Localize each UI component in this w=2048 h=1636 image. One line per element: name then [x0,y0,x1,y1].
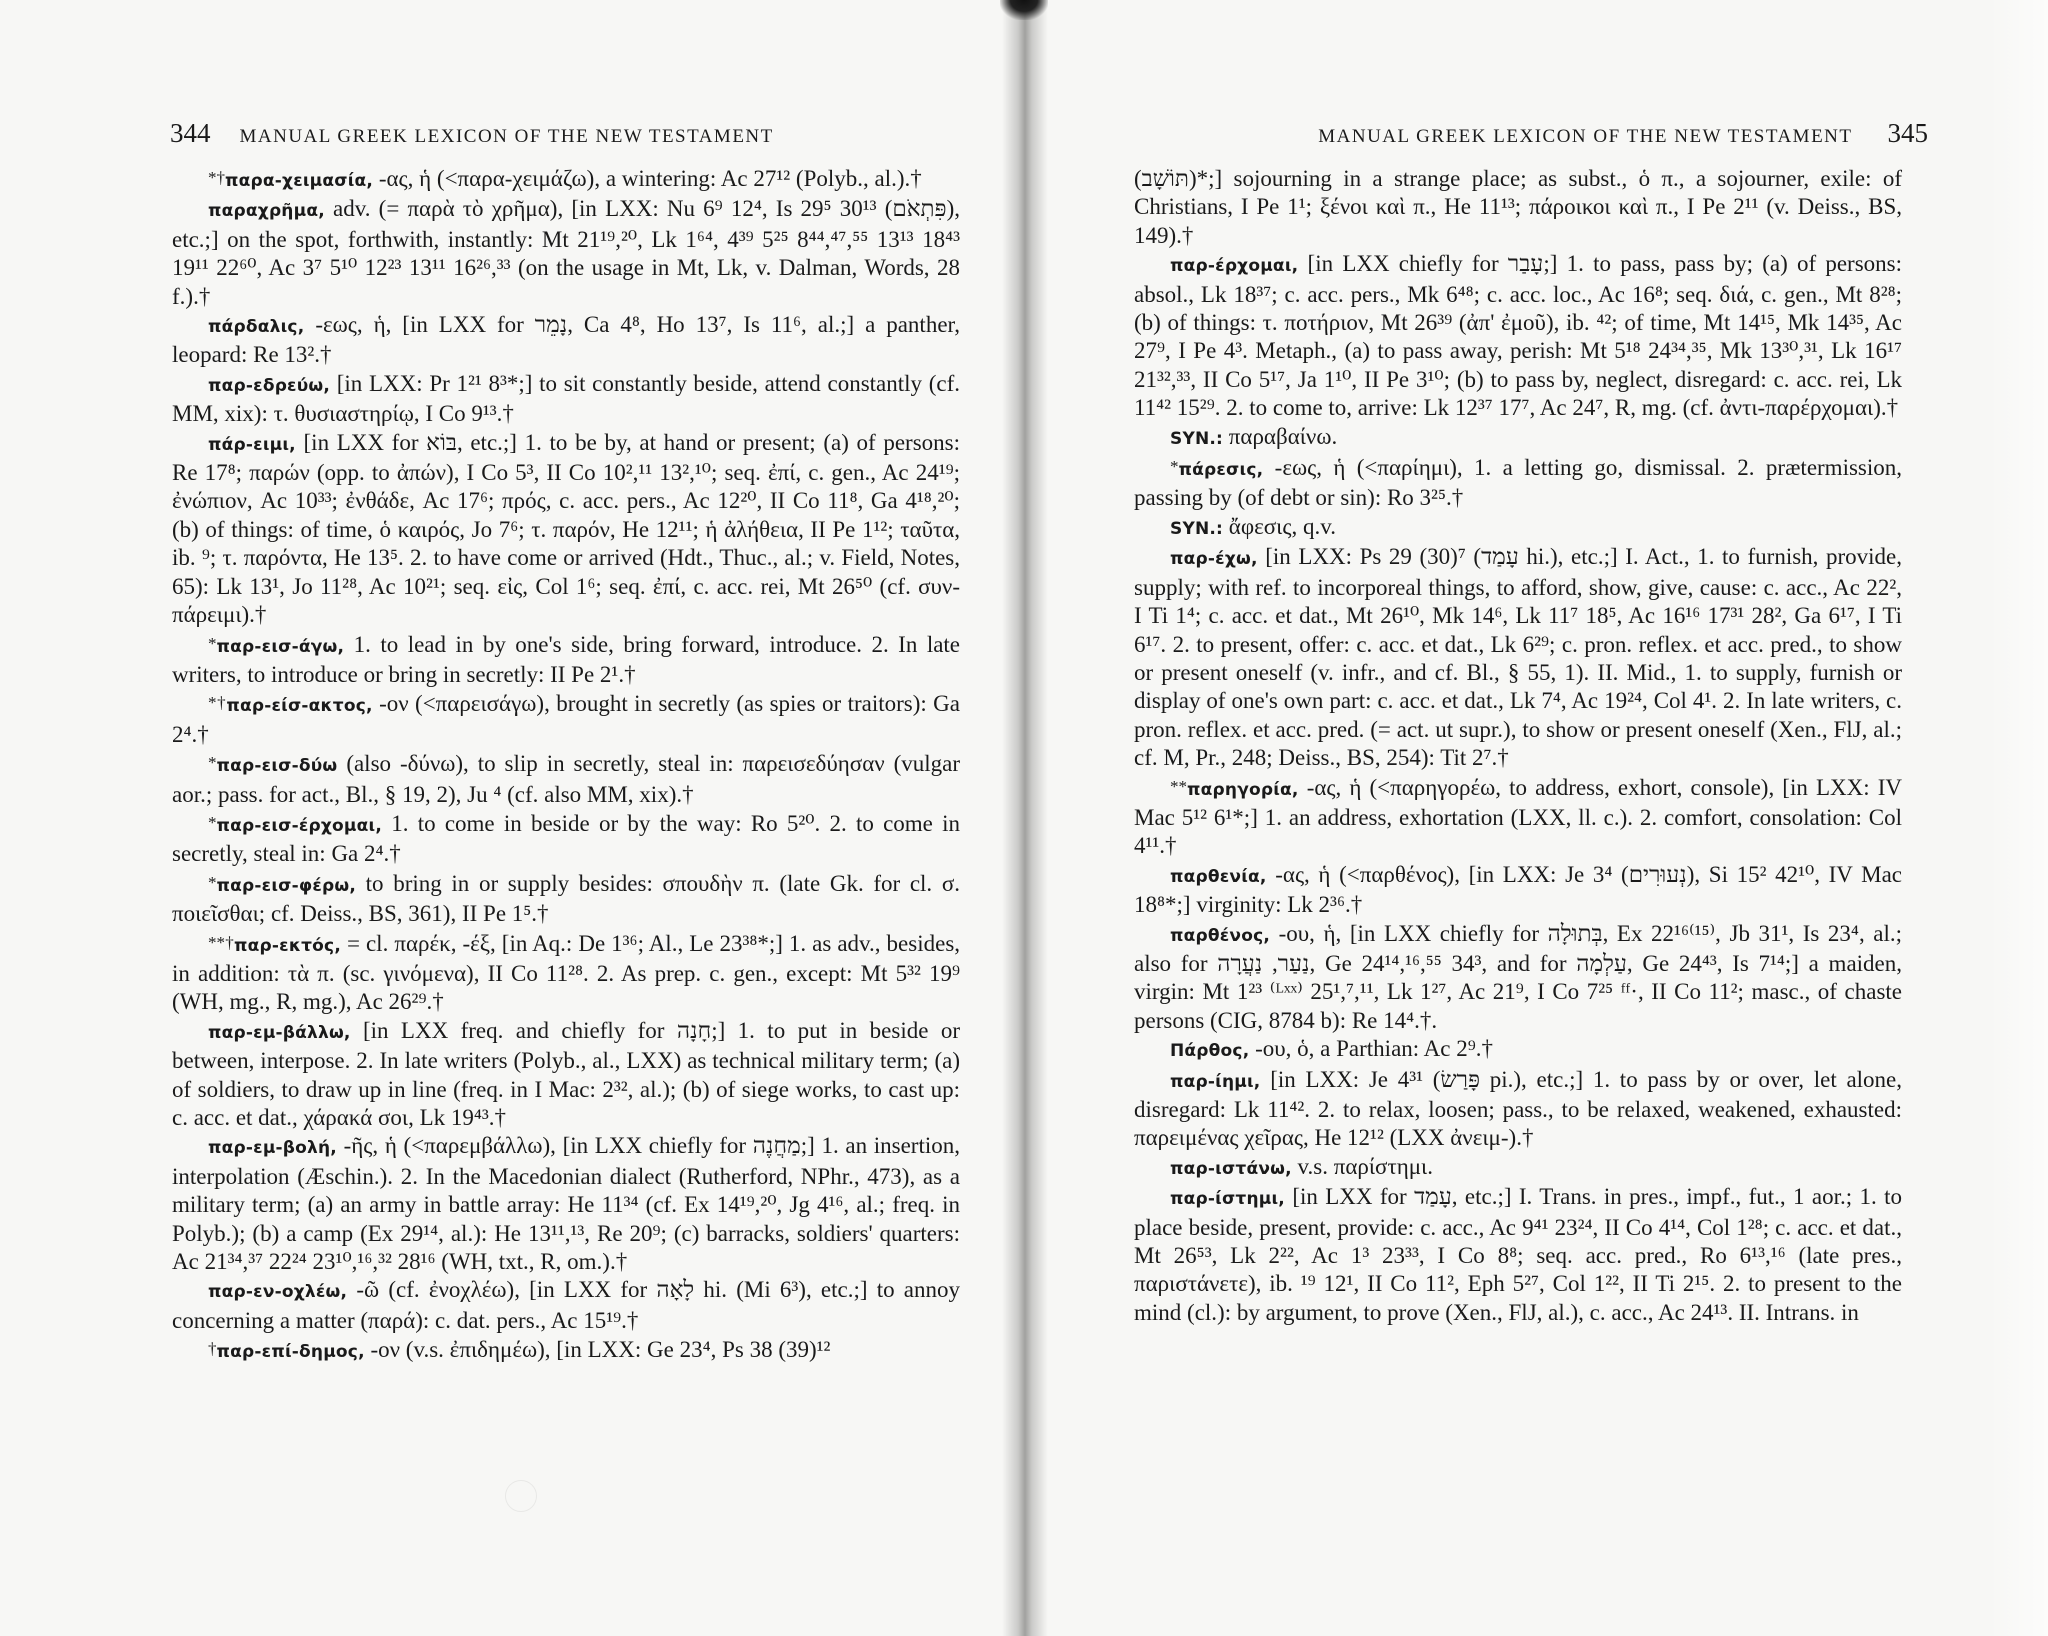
entry-mark: * [1170,457,1179,477]
entry-definition: παραβαίνω. [1228,423,1338,449]
entry-headword: παρθενία, [1170,866,1267,887]
entry-definition: -εως, ἡ (<παρίημι), 1. a letting go, dismissal. 2. prætermission, passing by (of debt or sin): Ro 3²⁵.† [1134,455,1903,511]
entry-definition: (also -δύνω), to slip in secretly, steal in: παρεισεδύησαν (vulgar aor.; pass. for act., Bl., § 19, 2), Ju ⁴ (cf. also MM, xix).† [172,751,961,807]
book-spine-top [1000,0,1048,20]
page-smudge [505,1480,537,1512]
entry-mark: *† [208,168,225,187]
lexicon-entry [172,689,960,749]
left-text-column [172,164,960,1367]
lexicon-entry [1134,920,1902,1036]
right-page [1022,0,2048,1636]
lexicon-entry [172,370,960,429]
lexicon-entry [172,1335,960,1366]
entry-headword: παρ-επί-δημος, [216,1342,365,1363]
right-text-column [1134,165,1902,1327]
entry-mark: * [208,633,217,653]
entry-definition: -ας, ἡ (<παρα-χειμάζω), a wintering: Ac 27¹² (Polyb., al.).† [378,166,922,191]
entry-headword: παρ-εν-οχλέω, [208,1282,348,1303]
entry-headword: SYN.: [1170,428,1224,449]
entry-headword: παρ-ιστάνω, [1170,1158,1292,1179]
entry-headword: παρ-εδρεύω, [208,375,331,396]
entry-definition: [in LXX freq. and chiefly for חָנָה;] 1. to put in beside or between, interpose. 2. In late writers (Polyb., al., LXX) as technical military term; (a) of soldiers, to draw up in line (freq. in I Mac: 2³², al.); (b) of siege works, to cast up: c. acc. et dat., χάρακά σοι, Lk 19⁴³.† [172,1017,960,1130]
entry-headword: παρα-χειμασία, [225,171,374,191]
lexicon-entry [1134,250,1902,422]
lexicon-entry [172,809,960,869]
entry-definition: [in LXX chiefly for עָבַר;] 1. to pass, pass by; (a) of persons: absol., Lk 18³⁷; c. acc. pers., Mk 6⁴⁸; c. acc. loc., Ac 16⁸; seq. διά, c. gen., Mt 8²⁸; (b) of things: τ. ποτήριον, Mt 26³⁹ (ἀπ' ἐμοῦ), ib. ⁴²; of time, Mt 14¹⁵, Mk 14³⁵, Ac 27⁹, I Pe 4³. Metaph., (a) to pass away, perish: Mt 5¹⁸ 24³⁴,³⁵, Mk 13³⁰,³¹, Lk 16¹⁷ 21³²,³³, II Co 5¹⁷, Ja 1¹⁰, II Pe 3¹⁰; (b) to pass by, neglect, disregard: c. acc. rei, Lk 11⁴² 15²⁹. 2. to come to, arrive: Lk 12³⁷ 17⁷, Ac 24⁷, R, mg. (cf. ἀντι-παρέρχομαι).† [1134,251,1902,421]
lexicon-entry [1134,513,1902,543]
entry-mark: † [208,1339,217,1359]
entry-mark: **† [208,932,235,952]
entry-definition: = cl. παρέκ, -έξ, [in Aq.: De 1³⁶; Al., Le 23³⁸*;] 1. as adv., besides, in addition: τὰ π. (sc. γινόμενα), II Co 11²⁸. 2. As prep. c. gen., except: Mt 5³² 19⁹ (WH, mg., R, mg.), Ac 26²⁹.† [172,930,961,1015]
book-spine-shadow [1002,0,1048,1636]
lexicon-entry [172,164,960,195]
lexicon-entry [1134,1066,1902,1153]
entry-headword: SYN.: [1170,518,1224,539]
lexicon-entry [172,630,960,690]
entry-headword: πάρ-ειμι, [208,434,296,455]
right-page-number: 345 [1887,118,1928,148]
entry-headword: παρ-εισ-δύω [216,756,338,777]
lexicon-entry [172,869,960,929]
entry-definition: 1. to lead in by one's side, bring forward, introduce. 2. In late writers, to introduce or bring in secretly: II Pe 2¹.† [172,631,961,687]
entry-definition: -ον (v.s. ἐπιδημέω), [in LXX: Ge 23⁴, Ps 38 (39)¹² [370,1337,831,1363]
entry-definition: [in LXX: Ps 29 (30)⁷ (עָמַד hi.), etc.;] I. Act., 1. to furnish, provide, supply; with ref. to incorporeal things, to afford, show, give, cause: c. acc., Ac 22², I Ti 1⁴; c. acc. et dat., Mt 26¹⁰, Mk 14⁶, Lk 11⁷ 18⁵, Ac 16¹⁶ 17³¹ 28², Ga 6¹⁷, I Ti 6¹⁷. 2. to present, offer: c. acc. et dat., Lk 6²⁹; c. pron. reflex. et acc. pred., to show or present oneself (v. infr., and cf. Bl., § 55, 1). II. Mid., 1. to supply, furnish or display of one's own part: c. acc. et dat., Lk 7⁴, Ac 19²⁴, Col 4¹. 2. In late writers, c. pron. reflex. et acc. pred. (= act. ut supr.), to show or present oneself (Xen., FlJ, al.; cf. M, Pr., 248; Deiss., BS, 254): Tit 2⁷.† [1134,544,1903,771]
entry-headword: παραχρῆμα, [208,201,325,222]
entry-mark: * [208,753,217,773]
lexicon-entry [1134,1153,1902,1183]
lexicon-entry [172,749,960,809]
lexicon-entry [172,1276,960,1335]
entry-definition: adv. (= παρὰ τὸ χρῆμα), [in LXX: Nu 6⁹ 12⁴, Is 29⁵ 30¹³ (פִּתְאֹם), etc.;] on the spot, forthwith, instantly: Mt 21¹⁹,²⁰, Lk 1⁶⁴, 4³⁹ 5²⁵ 8⁴⁴,⁴⁷,⁵⁵ 13¹³ 18⁴³ 19¹¹ 22⁶⁰, Ac 3⁷ 5¹⁰ 12²³ 13¹¹ 16²⁶,³³ (on the usage in Mt, Lk, v. Dalman, Words, 28 f.).† [172,196,961,309]
lexicon-entry [172,311,960,370]
entry-headword: παρ-εμ-βολή, [208,1138,337,1159]
entry-definition: [in LXX: Je 4³¹ (פָּרַשׂ pi.), etc.;] 1. to pass by or over, let alone, disregard: Lk 11⁴². 2. to relax, loosen; pass., to be relaxed, weakened, exhausted: παρειμένας χεῖρας, He 12¹² (LXX ἀνειμ-).† [1134,1066,1902,1151]
entry-headword: παρ-εισ-φέρω, [216,875,356,896]
entry-definition: -ας, ἡ (<παρθένος), [in LXX: Je 3⁴ (נְעוּרִים), Si 15² 42¹⁰, IV Mac 18⁸*;] virginity: Lk 2³⁶.† [1134,861,1902,918]
entry-headword: παρ-εισ-άγω, [216,636,345,657]
entry-mark: *† [208,693,227,713]
lexicon-entry [1134,453,1902,513]
left-page [0,0,1022,1636]
entry-headword: παρ-ίστημι, [1170,1189,1285,1210]
entry-headword: παρ-ίημι, [1170,1071,1261,1092]
lexicon-entry [1134,543,1902,772]
entry-headword: πάρεσις, [1178,460,1264,481]
left-running-head [170,118,870,149]
entry-definition: -ῶ (cf. ἐνοχλέω), [in LXX for לָאָה hi. (Mi 6³), etc.;] to annoy concerning a matter (παρά): c. dat. pers., Ac 15¹⁹.† [172,1277,960,1333]
entry-definition: -εως, ἡ, [in LXX for נָמֵר, Ca 4⁸, Ho 13⁷, Is 11⁶, al.;] a panther, leopard: Re 13².† [172,312,961,368]
entry-definition: -ον (<παρεισάγω), brought in secretly (as spies or traitors): Ga 2⁴.† [172,691,960,747]
entry-definition: -ας, ἡ (<παρηγορέω, to address, exhort, console), [in LXX: IV Mac 5¹² 6¹*;] 1. an address, exhortation (LXX, ll. c.). 2. comfort, consolation: Col 4¹¹.† [1134,774,1902,859]
entry-headword: παρ-εμ-βάλλω, [208,1022,351,1043]
lexicon-entry [172,1017,960,1133]
right-running-head [1178,118,1928,149]
lexicon-entry [172,929,960,1017]
entry-headword: παρ-εισ-έρχομαι, [216,815,382,836]
lexicon-entry [172,429,960,630]
entry-definition: v.s. παρίστημι. [1297,1153,1433,1179]
left-running-title: MANUAL GREEK LEXICON OF THE NEW TESTAMENT [239,126,774,147]
entry-definition: -ου, ἡ, [in LXX chiefly for בְּתוּלָה, Ex 22¹⁶⁽¹⁵⁾, Jb 31¹, Is 23⁴, al.; also for נַעַר, נַעֲרָה, Ge 24¹⁴,¹⁶,⁵⁵ 34³, and for עַלְמָה, Ge 24⁴³, Is 7¹⁴;] a maiden, virgin: Mt 1²³ ⁽ᴸˣˣ⁾ 25¹,⁷,¹¹, Lk 1²⁷, Ac 21⁹, I Co 7²⁵ ᶠᶠ·, II Co 11²; masc., of chaste persons (CIG, 8784 b): Re 14⁴.†. [1134,920,1902,1033]
entry-definition: -ου, ὁ, a Parthian: Ac 2⁹.† [1255,1036,1493,1062]
entry-definition: to bring in or supply besides: σπουδὴν π. (late Gk. for cl. σ. ποιεῖσθαι; cf. Deiss., BS, 361), II Pe 1⁵.† [172,870,960,927]
lexicon-entry [1134,1183,1902,1327]
entry-definition: [in LXX for עָמַד, etc.;] I. Trans. in pres., impf., fut., 1 aor.; 1. to place beside, present, provide: c. acc., Ac 9⁴¹ 23²⁴, II Co 4¹⁴, Col 1²⁸; c. acc. et dat., Mt 26⁵³, Lk 2²², Ac 1³ 23³³, I Co 8⁸; seq. acc. pred., Ro 6¹³,¹⁶ (late pres., παριστάνετε), ib. ¹⁹ 12¹, II Co 11², Eph 5²⁷, Col 1²², II Ti 2¹⁵. 2. to present to the mind (cl.): by argument, to prove (Xen., FlJ, al.), c. acc., Ac 24¹³. II. Intrans. in [1134,1184,1903,1325]
entry-headword: παρθένος, [1170,925,1271,946]
continuation-entry [1134,165,1902,250]
entry-definition: ἄφεσις, q.v. [1228,513,1336,539]
entry-headword: παρ-έχω, [1170,549,1258,570]
entry-headword: πάρδαλις, [208,317,305,338]
left-page-number: 344 [170,118,211,148]
right-running-title: MANUAL GREEK LEXICON OF THE NEW TESTAMENT [1318,126,1853,147]
lexicon-entry [172,1132,960,1276]
entry-headword: παρ-έρχομαι, [1170,256,1299,277]
entry-mark: * [208,872,217,892]
entry-mark: * [208,812,217,832]
entry-headword: παρηγορία, [1187,779,1299,800]
entry-definition: -ῆς, ἡ (<παρεμβάλλω), [in LXX chiefly for מַחֲנֶה;] 1. an insertion, interpolation (Æschin.). 2. In the Macedonian dialect (Rutherford, NPhr., 473), as a military term; (a) an army in battle array: He 11³⁴ (cf. Ex 14¹⁹,²⁰, Jg 4¹⁶, al.; freq. in Polyb.); (b) a camp (Ex 29¹⁴, al.): He 13¹¹,¹³, Re 20⁹; (c) barracks, soldiers' quarters: Ac 21³⁴,³⁷ 22²⁴ 23¹⁰,¹⁶,³² 28¹⁶ (WH, txt., R, om.).† [172,1133,960,1275]
entry-definition: [in LXX for בּוֹא, etc.;] 1. to be by, at hand or present; (a) of persons: Re 17⁸; παρών (opp. to ἀπών), I Co 5³, II Co 10²,¹¹ 13²,¹⁰; seq. ἐπί, c. gen., Ac 24¹⁹; ἐνώπιον, Ac 10³³; ἐνθάδε, Ac 17⁶; πρός, c. acc. pers., Ac 12²⁰, II Co 11⁸, Ga 4¹⁸,²⁰; (b) of things: of time, ὁ καιρός, Jo 7⁶; τ. παρόν, He 12¹¹; ἡ ἀλήθεια, II Pe 1¹²; ταῦτα, ib. ⁹; τ. παρόντα, He 13⁵. 2. to have come or arrived (Hdt., Thuc., al.; v. Field, Notes, 65): Lk 13¹, Jo 11²⁸, Ac 10²¹; seq. εἰς, Col 1⁶; seq. ἐπί, c. acc. rei, Mt 26⁵⁰ (cf. συν-πάρειμι).† [172,429,960,628]
lexicon-entry [172,195,960,311]
entry-headword: Πάρθος, [1170,1041,1250,1062]
continuation-text: (תּוֹשָׁב)*;] sojourning in a strange place; as subst., ὁ π., a sojourner, exile: of Christians, I Pe 1¹; ξένοι καὶ π., He 11¹³; πάροικοι καὶ π., I Pe 2¹¹ (v. Deiss., BS, 149).† [1134,166,1902,248]
entry-headword: παρ-εκτός, [234,935,341,956]
lexicon-entry [1134,1035,1902,1065]
lexicon-entry [1134,861,1902,920]
lexicon-entry [1134,773,1902,861]
lexicon-entry [1134,423,1902,453]
entry-definition: 1. to come in beside or by the way: Ro 5²⁰. 2. to come in secretly, steal in: Ga 2⁴.† [172,810,961,867]
entry-headword: παρ-είσ-ακτος, [226,696,373,717]
entry-mark: ** [1170,776,1187,796]
entry-definition: [in LXX: Pr 1²¹ 8³*;] to sit constantly beside, attend constantly (cf. MM, xix): τ. θυσιαστηρίῳ, I Co 9¹³.† [172,370,961,427]
page-edge-shade [1988,0,2048,1636]
